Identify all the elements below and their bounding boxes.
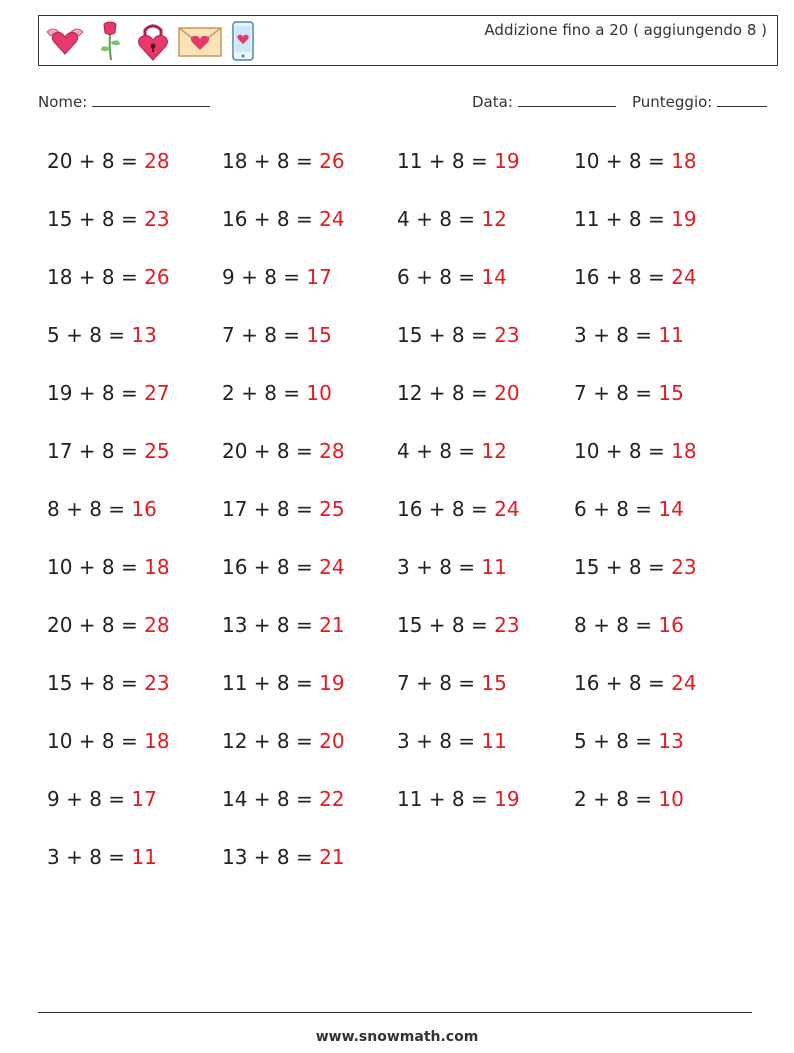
problem-item [574,190,697,248]
problem-item [397,712,507,770]
problem-question: 10 + 8 = [47,729,145,753]
problem-question: 12 + 8 = [222,729,320,753]
problem-item [47,654,170,712]
problem-item [397,596,520,654]
problem-item [47,828,157,886]
problem-item [574,422,697,480]
problem-item [222,480,345,538]
problem-question: 7 + 8 = [574,381,659,405]
problem-answer: 15 [481,671,507,695]
problem-question: 15 + 8 = [47,671,145,695]
problem-item [47,538,170,596]
problem-question: 16 + 8 = [397,497,495,521]
problem-answer: 12 [481,439,507,463]
problem-item [397,422,507,480]
problem-answer: 23 [494,613,520,637]
problem-question: 4 + 8 = [397,439,482,463]
problem-item [397,306,520,364]
problem-answer: 14 [481,265,507,289]
problem-item [397,480,520,538]
problem-answer: 28 [144,613,170,637]
problem-answer: 11 [131,845,157,869]
problem-item [574,306,684,364]
problem-answer: 19 [494,149,520,173]
problem-question: 2 + 8 = [222,381,307,405]
problem-answer: 17 [131,787,157,811]
problem-answer: 24 [494,497,520,521]
problem-item [397,770,520,828]
problem-answer: 24 [671,671,697,695]
problem-item [47,712,170,770]
problem-question: 6 + 8 = [397,265,482,289]
problem-question: 8 + 8 = [47,497,132,521]
date-label: Data: [472,93,513,111]
name-label: Nome: [38,93,88,111]
problem-question: 11 + 8 = [397,149,495,173]
problem-answer: 26 [144,265,170,289]
problem-item [574,248,697,306]
problem-answer: 21 [319,613,345,637]
problem-answer: 18 [144,555,170,579]
problem-answer: 17 [306,265,332,289]
footer-divider [38,1012,752,1013]
problem-question: 17 + 8 = [47,439,145,463]
problem-question: 20 + 8 = [47,149,145,173]
problem-question: 16 + 8 = [574,265,672,289]
problem-answer: 27 [144,381,170,405]
problem-item [222,190,345,248]
problem-question: 10 + 8 = [574,439,672,463]
problem-answer: 16 [131,497,157,521]
problem-answer: 15 [306,323,332,347]
problem-answer: 19 [319,671,345,695]
problem-answer: 10 [306,381,332,405]
problem-item [397,248,507,306]
problem-item [222,654,345,712]
score-label: Punteggio: [632,93,713,111]
problem-answer: 23 [494,323,520,347]
problem-item [397,538,507,596]
problem-question: 5 + 8 = [574,729,659,753]
problem-answer: 28 [319,439,345,463]
problem-question: 3 + 8 = [397,555,482,579]
problem-question: 10 + 8 = [574,149,672,173]
problem-question: 19 + 8 = [47,381,145,405]
date-field [472,92,616,111]
problem-item [47,364,170,422]
score-blank[interactable] [717,92,767,107]
problem-question: 15 + 8 = [47,207,145,231]
worksheet-title: Addizione fino a 20 ( aggiungendo 8 ) [484,21,767,39]
problem-item [574,654,697,712]
problem-item [47,480,157,538]
problem-question: 2 + 8 = [574,787,659,811]
problem-answer: 24 [319,207,345,231]
problem-answer: 25 [144,439,170,463]
problem-answer: 10 [658,787,684,811]
problem-answer: 22 [319,787,345,811]
problem-question: 3 + 8 = [574,323,659,347]
name-blank[interactable] [92,92,210,107]
problem-answer: 24 [671,265,697,289]
problem-answer: 24 [319,555,345,579]
problem-question: 20 + 8 = [47,613,145,637]
problem-item [222,422,345,480]
problem-question: 3 + 8 = [47,845,132,869]
problem-answer: 19 [671,207,697,231]
problem-answer: 11 [658,323,684,347]
problem-item [222,712,345,770]
problem-question: 13 + 8 = [222,613,320,637]
problem-answer: 16 [658,613,684,637]
winged-heart-icon [43,20,87,62]
problem-item [574,770,684,828]
problem-question: 11 + 8 = [574,207,672,231]
problem-answer: 18 [671,439,697,463]
problem-item [222,364,332,422]
problem-answer: 11 [481,555,507,579]
problem-question: 17 + 8 = [222,497,320,521]
problem-item [222,248,332,306]
problem-question: 11 + 8 = [397,787,495,811]
problem-question: 16 + 8 = [574,671,672,695]
problem-question: 15 + 8 = [574,555,672,579]
problem-question: 18 + 8 = [47,265,145,289]
love-letter-icon [177,20,223,62]
problem-item [47,596,170,654]
date-blank[interactable] [518,92,616,107]
problem-item [574,538,697,596]
problem-item [47,306,157,364]
problem-item [47,132,170,190]
problem-item [222,132,345,190]
problem-question: 11 + 8 = [222,671,320,695]
problem-item [574,132,697,190]
problem-item [574,596,684,654]
problem-question: 3 + 8 = [397,729,482,753]
problem-answer: 23 [671,555,697,579]
problem-question: 15 + 8 = [397,613,495,637]
problem-question: 4 + 8 = [397,207,482,231]
problem-answer: 13 [658,729,684,753]
problem-answer: 23 [144,671,170,695]
problem-question: 10 + 8 = [47,555,145,579]
problem-question: 18 + 8 = [222,149,320,173]
problem-item [397,190,507,248]
problem-item [222,770,345,828]
problem-item [222,306,332,364]
problem-answer: 25 [319,497,345,521]
problem-item [574,712,684,770]
problem-item [574,480,684,538]
problem-question: 9 + 8 = [47,787,132,811]
problem-question: 6 + 8 = [574,497,659,521]
problem-question: 12 + 8 = [397,381,495,405]
problem-answer: 23 [144,207,170,231]
problem-question: 20 + 8 = [222,439,320,463]
problem-item [47,770,157,828]
problem-item [397,654,507,712]
score-field [632,92,767,111]
problem-answer: 14 [658,497,684,521]
heart-phone-icon [231,20,255,62]
problem-answer: 28 [144,149,170,173]
footer-site: www.snowmath.com [315,1029,479,1045]
problem-item [47,422,170,480]
problem-answer: 21 [319,845,345,869]
problem-answer: 20 [319,729,345,753]
problem-answer: 11 [481,729,507,753]
problem-question: 7 + 8 = [397,671,482,695]
problem-question: 15 + 8 = [397,323,495,347]
heart-padlock-icon [135,20,171,62]
worksheet-header [38,15,778,66]
problem-item [574,364,684,422]
problem-question: 13 + 8 = [222,845,320,869]
problem-question: 14 + 8 = [222,787,320,811]
problem-item [47,248,170,306]
problem-item [47,190,170,248]
problem-item [222,596,345,654]
problem-question: 16 + 8 = [222,555,320,579]
problem-item [222,538,345,596]
problem-question: 16 + 8 = [222,207,320,231]
problem-answer: 26 [319,149,345,173]
problem-answer: 18 [144,729,170,753]
problem-answer: 15 [658,381,684,405]
problem-answer: 18 [671,149,697,173]
problem-answer: 19 [494,787,520,811]
problem-item [397,364,520,422]
problem-question: 8 + 8 = [574,613,659,637]
problem-question: 9 + 8 = [222,265,307,289]
name-field [38,92,210,111]
problem-item [397,132,520,190]
problem-question: 5 + 8 = [47,323,132,347]
problem-item [222,828,345,886]
problem-answer: 13 [131,323,157,347]
problem-answer: 20 [494,381,520,405]
problem-question: 7 + 8 = [222,323,307,347]
rose-icon [95,20,125,62]
problem-answer: 12 [481,207,507,231]
